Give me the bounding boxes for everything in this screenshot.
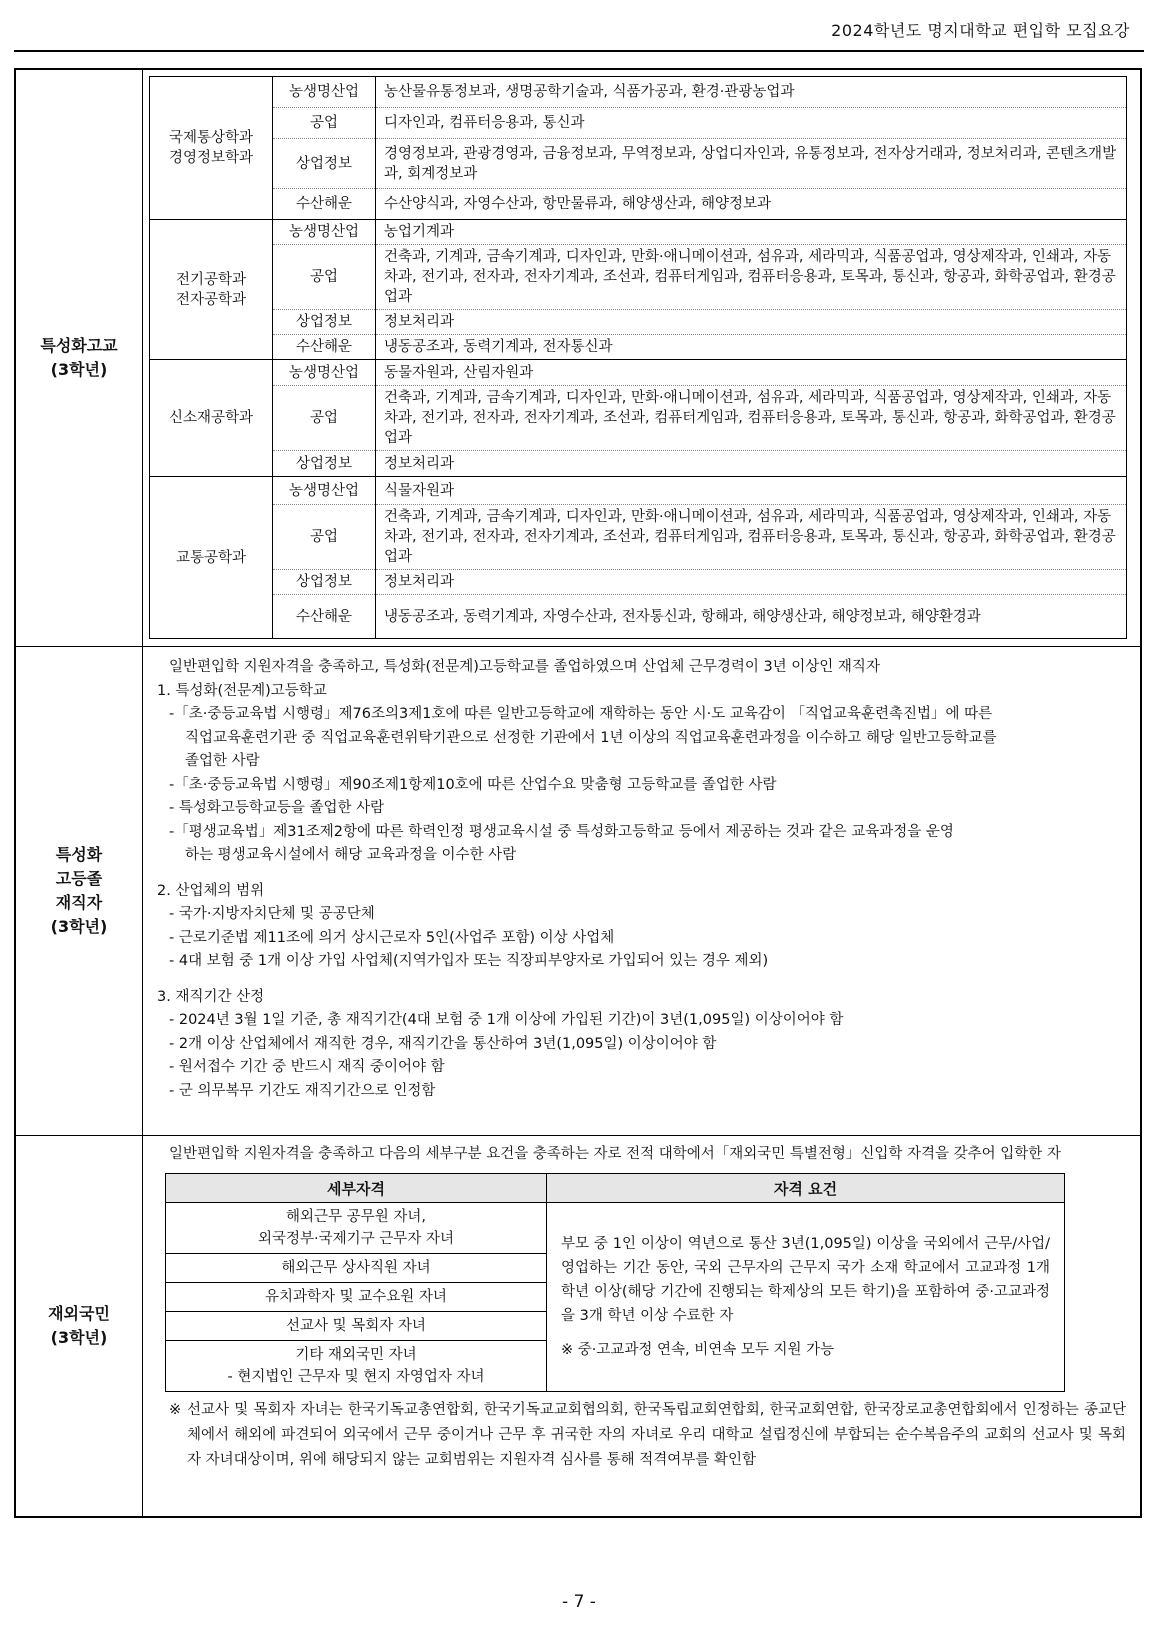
list-item: - 특성화고등학교등을 졸업한 사람	[169, 800, 385, 816]
intro-text: 일반편입학 지원자격을 충족하고 다음의 세부구분 요건을 충족하는 자로 전적 대학에서「재외국민 특별전형」신입학 자격을 갖추어 입학한 자	[169, 1146, 1061, 1162]
majors: 냉동공조과, 동력기계과, 전자통신과	[376, 335, 1127, 360]
school-type: 공업	[273, 108, 376, 139]
majors: 건축과, 기계과, 금속기계과, 디자인과, 만화·애니메이션과, 섬유과, 세라믹과, 식품공업과, 영상제작과, 인쇄과, 자동차과, 전기과, 전자과, 전자기계과, 조선과, 컴퓨터게임과, 컴퓨터응용과, 토목과, 통신과, 항공과, 화학공업과, 환경공업과	[376, 505, 1127, 570]
list-item: -「초·중등교육법 시행령」제76조의3제1호에 따른 일반고등학교에 재학하는 동안 시·도 교육감이 「직업교육훈련촉진법」에 따른	[169, 706, 993, 722]
majors: 건축과, 기계과, 금속기계과, 디자인과, 만화·애니메이션과, 섬유과, 세라믹과, 식품공업과, 영상제작과, 인쇄과, 자동차과, 전기과, 전자과, 전자기계과, 조선과, 컴퓨터게임과, 컴퓨터응용과, 토목과, 통신과, 항공과, 화학공업과, 환경공업과	[376, 245, 1127, 310]
list-item: - 원서접수 기간 중 반드시 재직 중이어야 함	[169, 1059, 445, 1075]
majors: 수산양식과, 자영수산과, 항만물류과, 해양생산과, 해양정보과	[376, 189, 1127, 220]
table-row	[150, 451, 1127, 477]
list-item: - 4대 보험 중 1개 이상 가입 사업체(지역가입자 또는 직장피부양자로 가입되어 있는 경우 제외)	[169, 953, 769, 969]
table-row	[150, 189, 1127, 220]
list-item: - 국가·지방자치단체 및 공공단체	[169, 906, 375, 922]
list-item: - 2개 이상 산업체에서 재직한 경우, 재직기간을 통산하여 3년(1,095일) 이상이어야 함	[169, 1035, 717, 1052]
list-heading: 1. 특성화(전문계)고등학교	[157, 682, 327, 699]
list-item-cont: 직업교육훈련기관 중 직업교육훈련위탁기관으로 선정한 기관에서 1년 이상의 직업교육훈련과정을 이수하고 해당 일반고등학교를	[185, 729, 997, 746]
section-overseas	[16, 1135, 1140, 1516]
school-type: 상업정보	[273, 310, 376, 335]
majors: 경영정보과, 관광경영과, 금융정보과, 무역정보과, 상업디자인과, 유통정보과, 전자상거래과, 정보처리과, 콘텐츠개발과, 회계정보과	[376, 139, 1127, 189]
school-type: 농생명산업	[273, 77, 376, 108]
majors: 농업기계과	[376, 220, 1127, 245]
table-row	[150, 595, 1127, 639]
list-item: - 2024년 3월 1일 기준, 총 재직기간(4대 보험 중 1개 이상에 가입된 기간)이 3년(1,095일) 이상이어야 함	[169, 1012, 844, 1028]
school-type: 상업정보	[273, 451, 376, 477]
table-row	[150, 220, 1127, 245]
school-type: 수산해운	[273, 335, 376, 360]
table-row	[166, 1203, 1065, 1254]
page-number: - 7 -	[562, 1592, 596, 1612]
department-table	[149, 76, 1127, 639]
school-type: 상업정보	[273, 570, 376, 595]
detail-cell: 기타 재외국민 자녀 - 현지법인 근무자 및 현지 자영업자 자녀	[166, 1341, 547, 1392]
dept-cell: 교통공학과	[150, 477, 273, 639]
qualification-table	[165, 1173, 1065, 1392]
table-row	[150, 505, 1127, 570]
admission-table	[14, 68, 1142, 1518]
table-row	[150, 335, 1127, 360]
list-item: -「초·중등교육법 시행령」제90조제1항제10호에 따른 산업수요 맞춤형 고등학교를 졸업한 사람	[169, 776, 777, 793]
school-type: 농생명산업	[273, 220, 376, 245]
school-type: 공업	[273, 386, 376, 451]
school-type: 공업	[273, 505, 376, 570]
dept-cell: 신소재공학과	[150, 360, 273, 477]
list-heading: 3. 재직기간 산정	[157, 988, 265, 1005]
table-row	[150, 310, 1127, 335]
detail-cell: 유치과학자 및 교수요원 자녀	[166, 1283, 547, 1312]
dept-cell: 전기공학과 전자공학과	[150, 220, 273, 360]
requirement-cell	[547, 1203, 1065, 1392]
detail-cell: 해외근무 상사직원 자녀	[166, 1254, 547, 1283]
list-item: - 군 의무복무 기간도 재직기간으로 인정함	[169, 1082, 436, 1099]
table-row	[150, 245, 1127, 310]
footnote: ※ 선교사 및 목회자 자녀는 한국기독교총연합회, 한국기독교교회협의회, 한국독립교회연합회, 한국교회연합, 한국장로교총연합회에서 인정하는 종교단체에서 해외에 파견되어 외국에서 근무 중이거나 근무 후 귀국한 자의 자녀로 우리 대학교 설립정신에 부합되는 순수복음주의 교회의 선교사 및 목회자 자녀대상이며, 위에 해당되지 않는 교회범위는 지원자격 심사를 통해 적격여부를 확인함	[169, 1402, 1126, 1468]
majors: 건축과, 기계과, 금속기계과, 디자인과, 만화·애니메이션과, 섬유과, 세라믹과, 식품공업과, 영상제작과, 인쇄과, 자동차과, 전기과, 전자과, 전자기계과, 조선과, 컴퓨터게임과, 컴퓨터응용과, 토목과, 통신과, 항공과, 화학공업과, 환경공업과	[376, 386, 1127, 451]
detail-cell: 선교사 및 목회자 자녀	[166, 1312, 547, 1341]
list-item-cont: 졸업한 사람	[185, 753, 260, 769]
section-label: 특성화 고등졸 재직자 (3학년)	[16, 647, 143, 1135]
table-row	[150, 386, 1127, 451]
school-type: 상업정보	[273, 139, 376, 189]
table-row	[150, 477, 1127, 505]
majors: 농산물유통정보과, 생명공학기술과, 식품가공과, 환경·관광농업과	[376, 77, 1127, 108]
document-header: 2024학년도 명지대학교 편입학 모집요강	[831, 21, 1130, 40]
school-type: 공업	[273, 245, 376, 310]
header-rule	[14, 50, 1144, 52]
majors: 정보처리과	[376, 570, 1127, 595]
majors: 정보처리과	[376, 451, 1127, 477]
section-specialized-school	[16, 70, 1140, 646]
intro-text: 일반편입학 지원자격을 충족하고, 특성화(전문계)고등학교를 졸업하였으며 산업체 근무경력이 3년 이상인 재직자	[169, 659, 880, 675]
list-item-cont: 하는 평생교육시설에서 해당 교육과정을 이수한 사람	[185, 847, 517, 863]
table-header-row	[166, 1174, 1065, 1203]
section-specialized-worker	[16, 646, 1140, 1135]
requirement-note: ※ 중·고교과정 연속, 비연속 모두 지원 가능	[561, 1342, 835, 1358]
majors: 동물자원과, 산림자원과	[376, 360, 1127, 386]
table-row	[150, 360, 1127, 386]
table-row	[150, 139, 1127, 189]
section-label: 재외국민 (3학년)	[16, 1136, 143, 1516]
majors: 냉동공조과, 동력기계과, 자영수산과, 전자통신과, 항해과, 해양생산과, 해양정보과, 해양환경과	[376, 595, 1127, 639]
list-item: -「평생교육법」제31조제2항에 따른 학력인정 평생교육시설 중 특성화고등학교 등에서 제공하는 것과 같은 교육과정을 운영	[169, 823, 954, 840]
col-header-requirement: 자격 요건	[547, 1174, 1065, 1203]
col-header-detail: 세부자격	[166, 1174, 547, 1203]
list-item: - 근로기준법 제11조에 의거 상시근로자 5인(사업주 포함) 이상 사업체	[169, 929, 615, 946]
dept-cell: 국제통상학과 경영정보학과	[150, 77, 273, 220]
table-row	[150, 77, 1127, 108]
table-row	[150, 570, 1127, 595]
school-type: 농생명산업	[273, 477, 376, 505]
requirement-text: 부모 중 1인 이상이 역년으로 통산 3년(1,095일) 이상을 국외에서 근무/사업/영업하는 기간 동안, 국외 근무자의 근무지 국가 소재 학교에서 고교과정 1개 학년 이상(해당 기간에 진행되는 학제상의 모든 학기)을 포함하여 중·고교과정을 3개 학년 이상 수료한 자	[561, 1236, 1050, 1324]
school-type: 농생명산업	[273, 360, 376, 386]
majors: 정보처리과	[376, 310, 1127, 335]
majors: 식물자원과	[376, 477, 1127, 505]
detail-cell: 해외근무 공무원 자녀, 외국정부·국제기구 근무자 자녀	[166, 1203, 547, 1254]
school-type: 수산해운	[273, 595, 376, 639]
table-row	[150, 108, 1127, 139]
section-label: 특성화고교 (3학년)	[16, 70, 143, 646]
list-heading: 2. 산업체의 범위	[157, 882, 265, 899]
majors: 디자인과, 컴퓨터응용과, 통신과	[376, 108, 1127, 139]
school-type: 수산해운	[273, 189, 376, 220]
